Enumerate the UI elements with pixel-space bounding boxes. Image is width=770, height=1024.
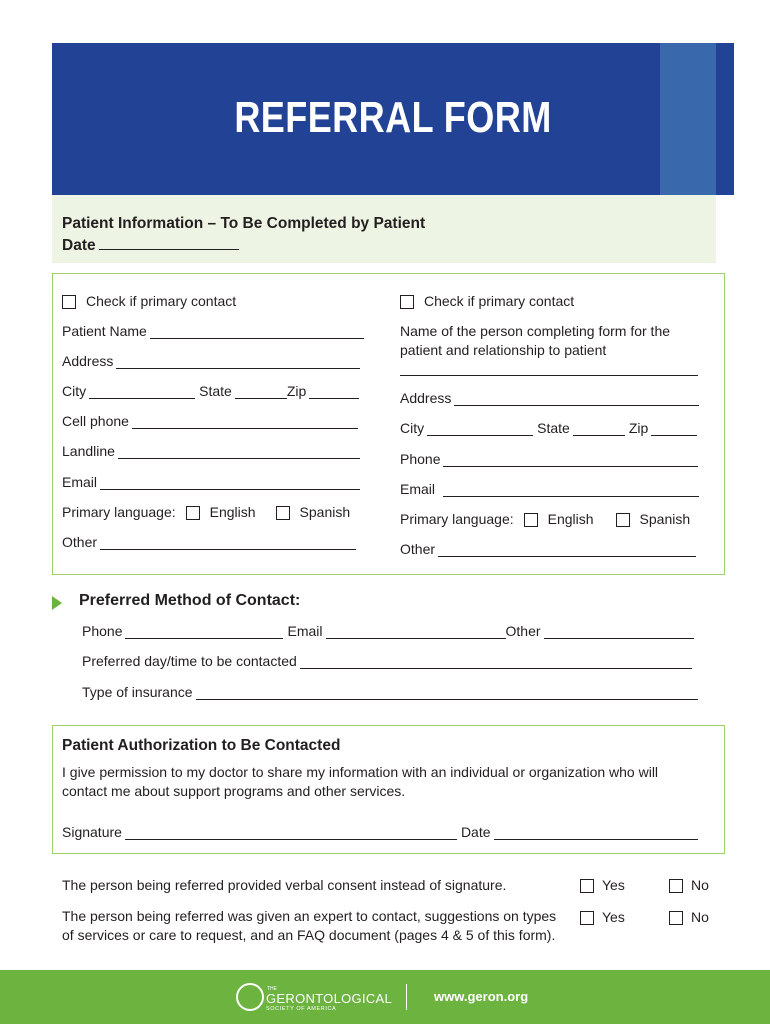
left-address-label: Address xyxy=(62,353,114,369)
left-address-row xyxy=(62,353,360,369)
completing-person-row xyxy=(400,362,698,376)
right-state-label: State xyxy=(537,420,570,436)
pref-phone-field[interactable] xyxy=(125,625,283,639)
left-email-row xyxy=(62,474,360,490)
cell-phone-row xyxy=(62,413,358,429)
date-field[interactable] xyxy=(99,236,239,250)
landline-field[interactable] xyxy=(118,445,360,459)
expert-yes-checkbox[interactable] xyxy=(580,911,594,925)
left-other-row xyxy=(62,534,356,550)
expert-no-checkbox[interactable] xyxy=(669,911,683,925)
expert-contact-text: The person being referred was given an expert to contact, suggestions on types of services or care to request, and an FAQ document (pages 4 & 5 of this form). xyxy=(62,908,557,943)
org-name: GERONTOLOGICAL xyxy=(266,991,393,1006)
right-address-label: Address xyxy=(400,390,452,406)
footer-divider xyxy=(406,984,407,1010)
right-zip-label: Zip xyxy=(628,420,649,436)
left-state-field[interactable] xyxy=(235,385,287,399)
patient-name-row xyxy=(62,323,364,339)
left-address-field[interactable] xyxy=(116,355,360,369)
left-zip-field[interactable] xyxy=(309,385,359,399)
left-primary-contact-row xyxy=(62,293,236,309)
completing-person-field[interactable] xyxy=(400,362,698,376)
verbal-consent-text: The person being referred provided verbal consent instead of signature. xyxy=(62,877,507,893)
cell-phone-field[interactable] xyxy=(132,415,358,429)
auth-date-field[interactable] xyxy=(494,826,698,840)
left-spanish-checkbox[interactable] xyxy=(276,506,290,520)
website-link[interactable]: www.geron.org xyxy=(434,989,529,1004)
right-city-label: City xyxy=(400,420,425,436)
insurance-field[interactable] xyxy=(196,686,698,700)
preferred-contact-heading: Preferred Method of Contact: xyxy=(79,592,301,609)
left-state-label: State xyxy=(199,383,232,399)
page-title: REFERRAL FORM xyxy=(234,93,552,142)
patient-info-header xyxy=(52,195,716,263)
left-zip-label: Zip xyxy=(286,383,307,399)
pref-phone-label: Phone xyxy=(82,623,123,639)
authorization-heading: Patient Authorization to Be Contacted xyxy=(62,737,341,754)
left-language-row xyxy=(62,504,350,520)
right-primary-contact-checkbox[interactable] xyxy=(400,295,414,309)
patient-name-label: Patient Name xyxy=(62,323,147,339)
left-primary-contact-checkbox[interactable] xyxy=(62,295,76,309)
right-email-row xyxy=(400,481,699,497)
landline-row xyxy=(62,443,360,459)
left-city-field[interactable] xyxy=(89,385,195,399)
expert-contact-no xyxy=(669,909,709,925)
auth-date-label: Date xyxy=(460,824,491,840)
pref-daytime-field[interactable] xyxy=(300,655,692,669)
section-arrow-icon xyxy=(52,596,62,610)
right-other-field[interactable] xyxy=(438,543,696,557)
right-email-field[interactable] xyxy=(443,483,699,497)
right-address-field[interactable] xyxy=(454,392,699,406)
left-english-checkbox[interactable] xyxy=(186,506,200,520)
right-email-label: Email xyxy=(400,481,436,497)
left-english-label: English xyxy=(209,504,256,520)
landline-label: Landline xyxy=(62,443,115,459)
patient-name-field[interactable] xyxy=(150,325,364,339)
left-city-label: City xyxy=(62,383,87,399)
right-phone-label: Phone xyxy=(400,451,441,467)
right-other-label: Other xyxy=(400,541,436,557)
signature-label: Signature xyxy=(62,824,122,840)
right-language-label: Primary language: xyxy=(400,511,514,527)
insurance-label: Type of insurance xyxy=(82,684,193,700)
pref-daytime-row xyxy=(82,653,692,669)
right-english-label: English xyxy=(547,511,594,527)
org-sub: SOCIETY OF AMERICA xyxy=(266,1006,337,1012)
right-spanish-checkbox[interactable] xyxy=(616,513,630,527)
left-email-field[interactable] xyxy=(100,476,360,490)
cell-phone-label: Cell phone xyxy=(62,413,129,429)
right-other-row xyxy=(400,541,696,557)
verbal-yes-label: Yes xyxy=(602,877,625,893)
pref-email-label: Email xyxy=(287,623,323,639)
left-other-label: Other xyxy=(62,534,98,550)
verbal-yes-checkbox[interactable] xyxy=(580,879,594,893)
signature-field[interactable] xyxy=(125,826,457,840)
gsa-logo-icon xyxy=(236,983,264,1011)
right-address-row xyxy=(400,390,699,406)
right-primary-contact-row xyxy=(400,293,574,309)
right-city-field[interactable] xyxy=(427,422,533,436)
expert-no-label: No xyxy=(691,909,709,925)
left-spanish-label: Spanish xyxy=(299,504,351,520)
left-other-field[interactable] xyxy=(100,536,356,550)
org-the: THE xyxy=(267,986,277,992)
right-english-checkbox[interactable] xyxy=(524,513,538,527)
pref-email-field[interactable] xyxy=(326,625,506,639)
left-primary-contact-label: Check if primary contact xyxy=(86,293,237,309)
right-language-row xyxy=(400,511,690,527)
pref-other-label: Other xyxy=(505,623,541,639)
right-phone-field[interactable] xyxy=(443,453,698,467)
verbal-no-checkbox[interactable] xyxy=(669,879,683,893)
pref-daytime-label: Preferred day/time to be contacted xyxy=(82,653,297,669)
header-banner xyxy=(52,43,734,195)
insurance-row xyxy=(82,684,698,700)
pref-other-field[interactable] xyxy=(544,625,694,639)
verbal-consent-no xyxy=(669,877,709,893)
right-city-row xyxy=(400,420,697,436)
right-primary-contact-label: Check if primary contact xyxy=(424,293,575,309)
expert-yes-label: Yes xyxy=(602,909,625,925)
left-city-row xyxy=(62,383,359,399)
verbal-no-label: No xyxy=(691,877,709,893)
right-phone-row xyxy=(400,451,698,467)
completing-person-label: Name of the person completing form for the patient and relationship to patient xyxy=(400,323,671,358)
expert-contact-yes xyxy=(580,909,625,925)
patient-info-heading: Patient Information – To Be Completed by Patient xyxy=(62,215,426,232)
verbal-consent-yes xyxy=(580,877,625,893)
left-language-label: Primary language: xyxy=(62,504,176,520)
signature-row xyxy=(62,824,698,840)
right-spanish-label: Spanish xyxy=(639,511,691,527)
left-email-label: Email xyxy=(62,474,98,490)
preferred-methods-row xyxy=(82,623,694,639)
right-state-field[interactable] xyxy=(573,422,625,436)
authorization-text: I give permission to my doctor to share my information with an individual or organization who will contact me about support programs and other services. xyxy=(62,764,659,799)
date-label: Date xyxy=(62,237,96,254)
right-zip-field[interactable] xyxy=(651,422,697,436)
